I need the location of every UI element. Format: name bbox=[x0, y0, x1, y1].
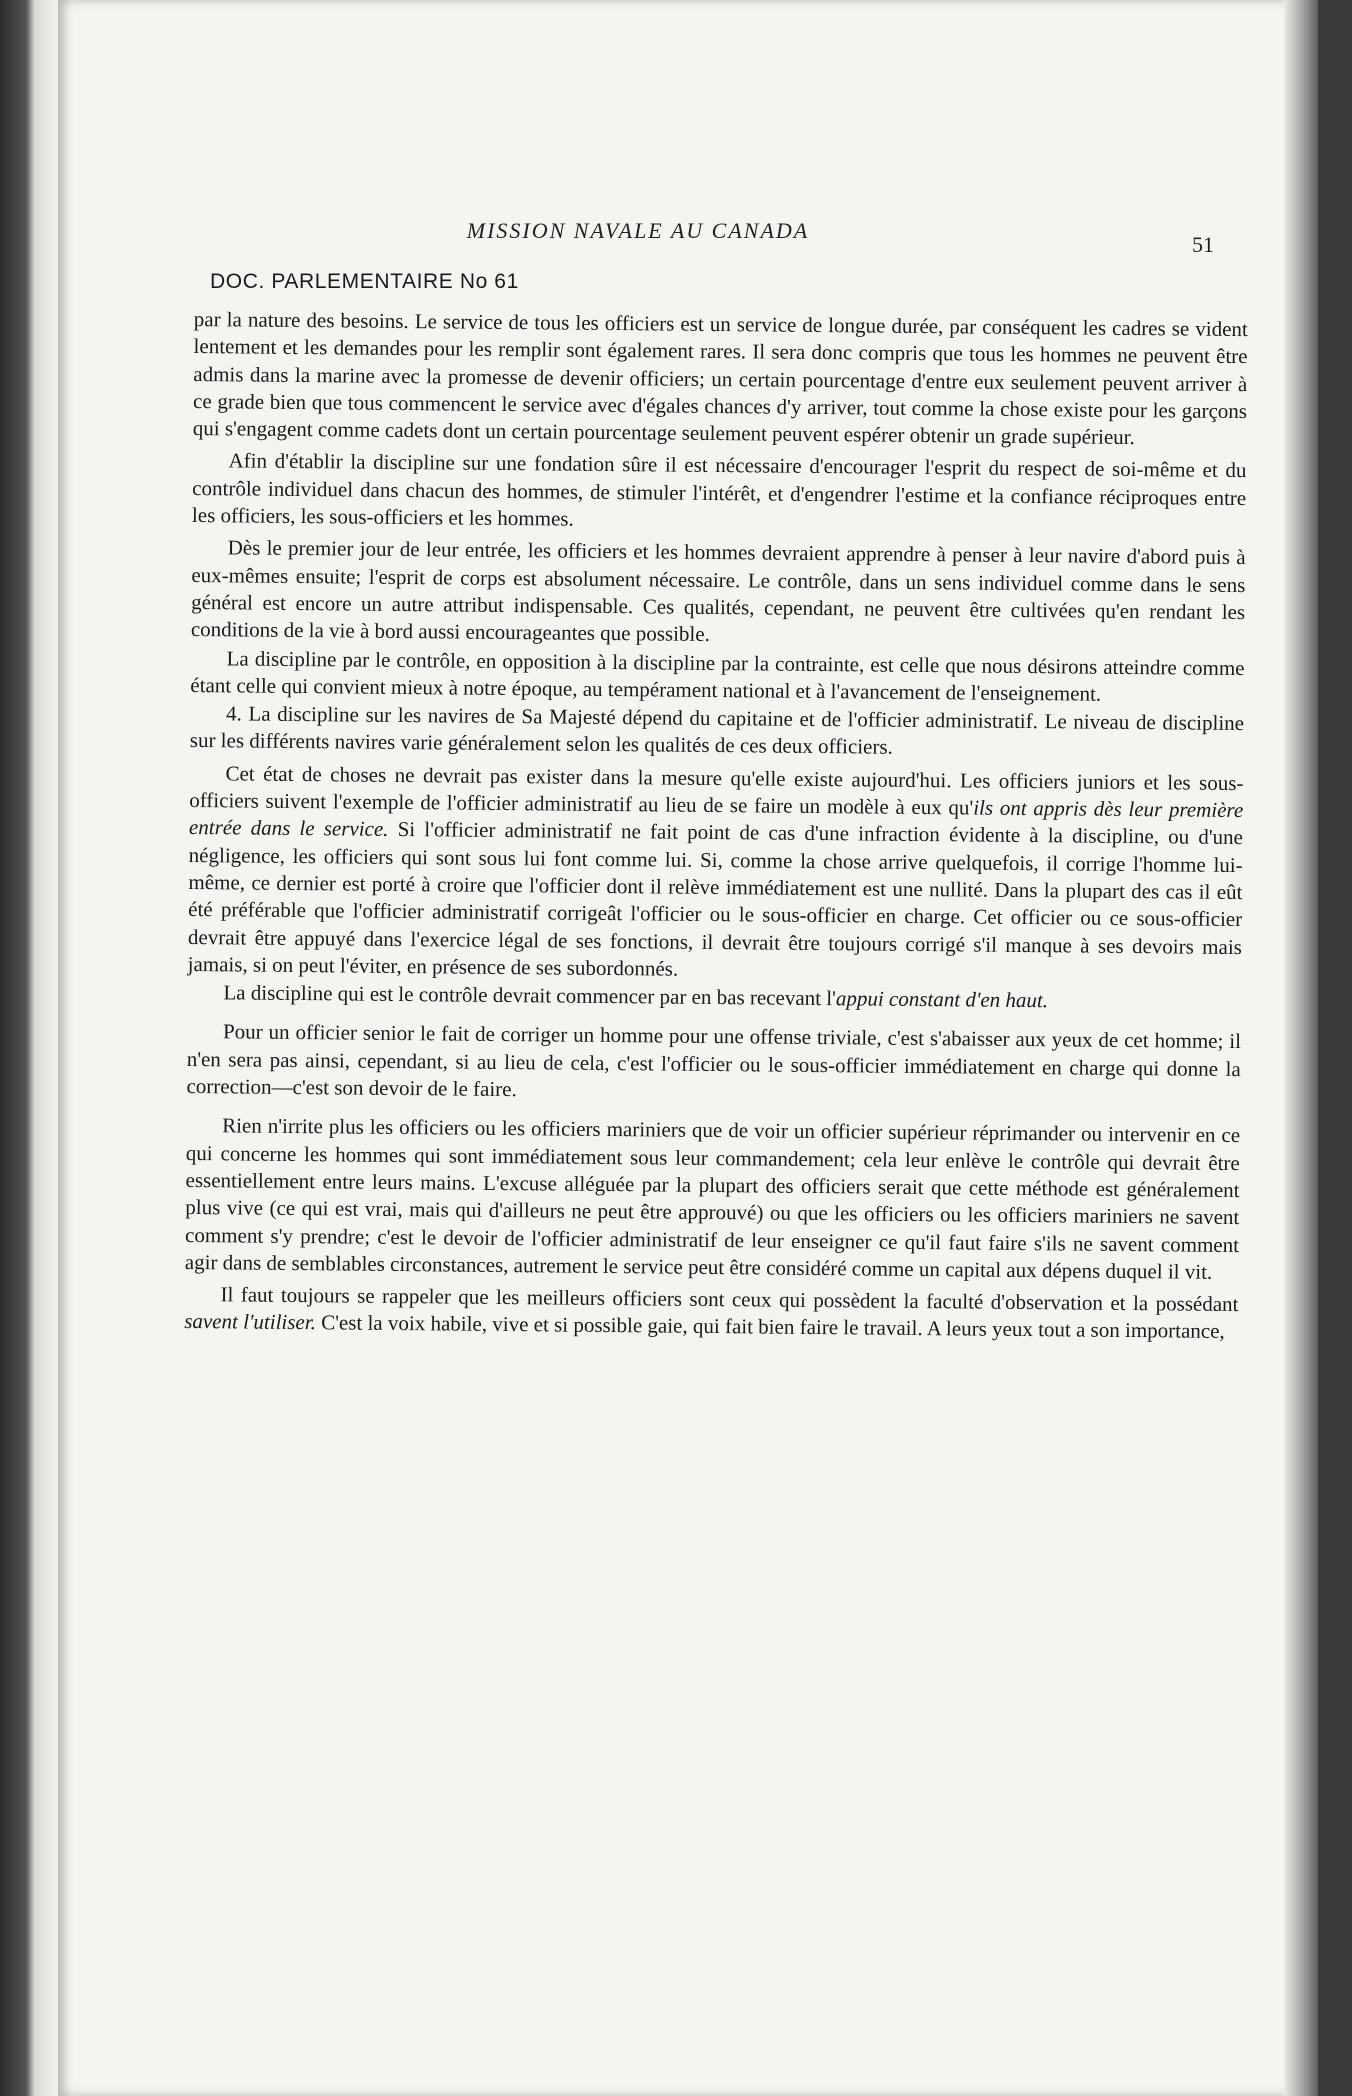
body-text bbox=[184, 306, 1248, 1351]
paragraph-text: C'est la voix habile, vive et si possible gaie, qui fait bien faire le travail. A leurs yeux tout a son importance, bbox=[315, 1310, 1225, 1344]
paragraph: Afin d'établir la discipline sur une fondation sûre il est nécessaire d'encourager l'esprit du respect de soi-même et du contrôle individuel dans chacun des hommes, de stimuler l'intérêt, et d'engendrer l'estime et la confiance réciproques entre les officiers, les sous-officiers et les hommes. bbox=[191, 448, 1247, 531]
paragraph bbox=[188, 760, 1244, 988]
italic-emphasis: ils ont appris dès leur première entrée dans le service. bbox=[188, 795, 1244, 842]
paragraph-text: La discipline qui est le contrôle devrait commencer par en bas recevant l' bbox=[223, 980, 837, 1011]
document-page bbox=[58, 0, 1318, 2096]
paragraph-text: Si l'officier administratif ne fait point de cas d'une infraction évidente à la discipline, ou d'une négligence, les officiers qui sont sous lui font comme lui. Si, comme la chose arrive quelquefois, il corrige l'homme lui-même, ce dernier est porté à croire que l'officier dont il relève immédiatement est une nullité. Dans la plupart des cas il eût été préférable que l'officier administratif corrigeât l'officier ou le sous-officier en charge. Cet officier ou ce sous-officier devrait être appuyé dans l'exercice légal de ses fonctions, il devrait être toujours corrigé s'il manque à ses devoirs mais jamais, si on peut l'éviter, en présence de ses subordonnés. bbox=[187, 817, 1244, 981]
paragraph: Pour un officier senior le fait de corriger un homme pour une offense triviale, c'est s'abaisser aux yeux de cet homme; il n'en sera pas ainsi, cependant, si au lieu de cela, c'est l'officier ou le sous-officier immédiatement en charge qui donne la correction—c'est son devoir de le faire. bbox=[186, 1019, 1242, 1102]
italic-emphasis: savent l'utiliser. bbox=[184, 1309, 317, 1335]
running-title: MISSION NAVALE AU CANADA bbox=[466, 218, 810, 243]
paragraph-text: Il faut toujours se rappeler que les meilleurs officiers sont ceux qui possèdent la faculté d'observation et la possédant bbox=[220, 1282, 1239, 1317]
page-number: 51 bbox=[1192, 232, 1214, 257]
paragraph-text: Cet état de choses ne devrait pas exister dans la mesure qu'elle existe aujourd'hui. Les officiers juniors et les sous-officiers suivent l'exemple de l'officier administratif au lieu de se faire un modèle à eux qu' bbox=[189, 761, 1244, 820]
paragraph: 4. La discipline sur les navires de Sa Majesté dépend du capitaine et de l'officier administratif. Le niveau de discipline sur les différents navires varie généralement selon les qualités de ces deux officiers. bbox=[189, 701, 1245, 760]
document-reference: DOC. PARLEMENTAIRE No 61 bbox=[210, 270, 519, 293]
italic-emphasis: appui constant d'en haut. bbox=[835, 986, 1049, 1013]
paragraph: La discipline par le contrôle, en opposition à la discipline par la contrainte, est celle que nous désirons atteindre comme étant celle qui convient mieux à notre époque, au tempérament national et à l'avancement de l'enseignement. bbox=[190, 645, 1245, 706]
paragraph: par la nature des besoins. Le service de tous les officiers est un service de longue durée, par conséquent les cadres se vident lentement et les demandes pour les remplir sont également rares. Il sera donc compris que tous les hommes ne peuvent être admis dans la marine avec la promesse de devenir officiers; un certain pourcentage d'entre eux seulement peuvent arriver à ce grade bien que tous commencent le service avec d'égales chances d'y arriver, tout comme la chose existe pour les garçons qui s'engagent comme cadets dont un certain pourcentage seulement peuvent espérer obtenir un grade supérieur. bbox=[192, 306, 1248, 450]
paragraph: Rien n'irrite plus les officiers ou les officiers mariniers que de voir un officier supérieur réprimander ou intervenir en ce qui concerne les hommes qui sont immédiatement sous leur commandement; cela leur enlève le contrôle qui devrait être essentiellement entre leurs mains. L'excuse alléguée par la plupart des officiers serait que cette méthode est généralement plus vive (ce qui est vrai, mais qui d'ailleurs ne peut être approuvé) ou que les officiers ou les officiers mariniers ne savent comment s'y prendre; c'est le devoir de l'officier administratif de leur enseigner ce qu'il faut faire s'ils ne savent comment agir dans de semblables circonstances, autrement le service peut être considéré comme un capital aux dépens duquel il vit. bbox=[184, 1113, 1241, 1284]
paragraph: Dès le premier jour de leur entrée, les officiers et les hommes devraient apprendre à penser à leur navire d'abord puis à eux-mêmes ensuite; l'esprit de corps est absolument nécessaire. Le contrôle, dans un sens individuel comme dans le sens général est encore un autre attribut indispensable. Ces qualités, cependant, ne peuvent être cultivées qu'en rendant les conditions de la vie à bord aussi encourageantes que possible. bbox=[190, 535, 1246, 647]
book-binding bbox=[0, 0, 58, 2096]
page-edge-shadow bbox=[1284, 0, 1318, 2096]
paragraph bbox=[184, 1281, 1238, 1346]
